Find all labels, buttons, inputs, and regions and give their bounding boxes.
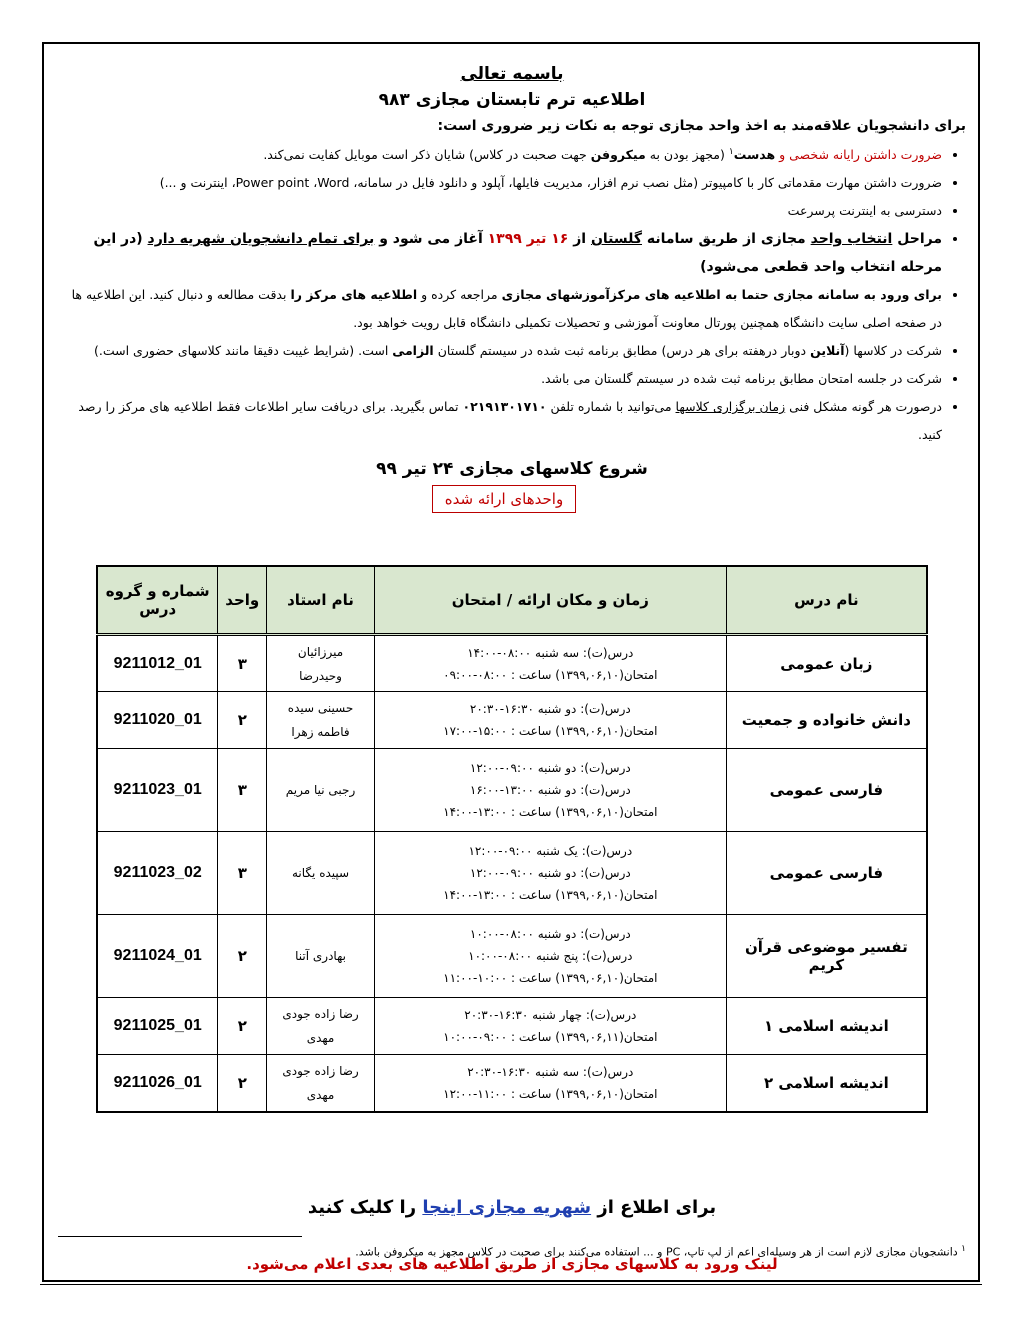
units-cell: ۲ xyxy=(218,1055,267,1112)
header-time: زمان و مکان ارائه / امتحان xyxy=(374,566,726,635)
course-name-cell: اندیشه اسلامی ۱ xyxy=(726,998,927,1055)
course-name-cell: فارسی عمومی xyxy=(726,832,927,915)
list-item: • برای ورود به سامانه مجازی حتما به اطلاعیه های مرکزآموزشهای مجازی مراجعه کرده و اطلاعیه های مرکز را بدقت مطالعه و دنبال کنید. این اطلاعیه ها در صفحه اصلی سایت دانشگاه همچنین پورتال معاونت آموزشی و تحصیلات تکمیلی دانشگاه قابل رویت خواهد بود. xyxy=(58,281,942,337)
page-border-shadow xyxy=(40,1284,982,1285)
units-cell: ۲ xyxy=(218,692,267,749)
table-row xyxy=(97,915,927,998)
schedule-cell: درس(ت): سه شنبه ۰۸:۰۰-۱۴:۰۰ امتحان(۱۳۹۹,۰۶,۱۰) ساعت : ۰۸:۰۰-۰۹:۰۰ xyxy=(374,635,726,692)
table-row xyxy=(97,749,927,832)
offered-units-label: واحدهای ارائه شده xyxy=(432,485,576,513)
class-link-note: لینک ورود به کلاسهای مجازی از طریق اطلاعیه های بعدی اعلام می‌شود. xyxy=(246,1255,778,1273)
course-code-cell: 9211025_01 xyxy=(97,998,218,1055)
header-prof: نام استاد xyxy=(267,566,375,635)
professor-cell: رجبی نیا مریم xyxy=(267,749,375,832)
list-item: • ضرورت داشتن رایانه شخصی و هدست$^۱$ (مجهز بودن به میکروفن جهت صحبت در کلاس) شایان ذکر است موبایل کفایت نمی‌کند. xyxy=(58,138,942,169)
course-name-cell: زبان عمومی xyxy=(726,635,927,692)
course-name-cell: دانش خانواده و جمعیت xyxy=(726,692,927,749)
units-cell: ۲ xyxy=(218,998,267,1055)
professor-cell: رضا زاده جودی مهدی xyxy=(267,998,375,1055)
table-row xyxy=(97,635,927,692)
professor-cell: بهادری آتنا xyxy=(267,915,375,998)
schedule-cell: درس(ت): سه شنبه ۱۶:۳۰-۲۰:۳۰ امتحان(۱۳۹۹,۰۶,۱۰) ساعت : ۱۱:۰۰-۱۲:۰۰ xyxy=(374,1055,726,1112)
course-code-cell: 9211023_02 xyxy=(97,832,218,915)
schedule-cell: درس(ت): دو شنبه ۰۹:۰۰-۱۲:۰۰ درس(ت): دو شنبه ۱۳:۰۰-۱۶:۰۰ امتحان(۱۳۹۹,۰۶,۱۰) ساعت : ۱۳:۰۰-۱۴:۰۰ xyxy=(374,749,726,832)
schedule-cell: درس(ت): دو شنبه ۱۶:۳۰-۲۰:۳۰ امتحان(۱۳۹۹,۰۶,۱۰) ساعت : ۱۵:۰۰-۱۷:۰۰ xyxy=(374,692,726,749)
classes-start-title: شروع کلاسهای مجازی ۲۴ تیر ۹۹ xyxy=(376,459,648,480)
course-name-cell: فارسی عمومی xyxy=(726,749,927,832)
professor-cell: میرزائیان وحیدرضا xyxy=(267,635,375,692)
list-item: • درصورت هر گونه مشکل فنی زمان برگزاری کلاسها می‌توانید با شماره تلفن ۰۲۱۹۱۳۰۱۷۱۰ تماس بگیرید. برای دریافت سایر اطلاعات فقط اطلاعیه های مرکز را رصد کنید. xyxy=(58,393,942,449)
schedule-cell: درس(ت): یک شنبه ۰۹:۰۰-۱۲:۰۰ درس(ت): دو شنبه ۰۹:۰۰-۱۲:۰۰ امتحان(۱۳۹۹,۰۶,۱۰) ساعت : ۱۳:۰۰-۱۴:۰۰ xyxy=(374,832,726,915)
course-name-cell: تفسیر موضوعی قرآن کریم xyxy=(726,915,927,998)
announcement-title: اطلاعیه ترم تابستان مجازی ۹۸۳ xyxy=(378,90,646,110)
table-header-row xyxy=(97,566,927,635)
professor-cell: سپیده یگانه xyxy=(267,832,375,915)
professor-cell: رضا زاده جودی مهدی xyxy=(267,1055,375,1112)
table-row xyxy=(97,1055,927,1112)
schedule-cell: درس(ت): چهار شنبه ۱۶:۳۰-۲۰:۳۰ امتحان(۱۳۹۹,۰۶,۱۱) ساعت : ۰۹:۰۰-۱۰:۰۰ xyxy=(374,998,726,1055)
table-row xyxy=(97,692,927,749)
table-row xyxy=(97,832,927,915)
header-unit: واحد xyxy=(218,566,267,635)
units-cell: ۳ xyxy=(218,749,267,832)
course-code-cell: 9211024_01 xyxy=(97,915,218,998)
footnote: $^۱$ دانشجویان مجازی لازم است از هر وسیله‌ای اعم از لپ تاپ، PC و ... استفاده می‌کنند برای صحبت در کلاس مجهز به میکروفن باشد. xyxy=(355,1244,966,1259)
requirements-list xyxy=(58,138,966,449)
units-cell: ۲ xyxy=(218,915,267,998)
list-item: • شرکت در جلسه امتحان مطابق برنامه ثبت شده در سیستم گلستان می باشد. xyxy=(58,365,942,393)
intro-text: برای دانشجویان علاقه‌مند به اخذ واحد مجازی توجه به نکات زیر ضروری است: xyxy=(437,118,966,134)
list-item: • شرکت در کلاسها (آنلاین دوبار درهفته برای هر درس) مطابق برنامه ثبت شده در سیستم گلستان الزامی است. (شرایط غیبت دقیقا مانند کلاسهای حضوری است.) xyxy=(58,337,942,365)
tuition-link-line: برای اطلاع از شهریه مجازی اینجا را کلیک کنید xyxy=(307,1197,717,1218)
table-row xyxy=(97,998,927,1055)
courses-table xyxy=(96,565,928,1113)
course-code-cell: 9211012_01 xyxy=(97,635,218,692)
units-cell: ۳ xyxy=(218,832,267,915)
units-cell: ۳ xyxy=(218,635,267,692)
course-code-cell: 9211023_01 xyxy=(97,749,218,832)
tuition-link[interactable]: شهریه مجازی اینجا xyxy=(422,1197,592,1218)
professor-cell: حسینی سیده فاطمه زهرا xyxy=(267,692,375,749)
course-code-cell: 9211020_01 xyxy=(97,692,218,749)
invocation-heading: باسمه تعالی xyxy=(460,64,564,84)
course-code-cell: 9211026_01 xyxy=(97,1055,218,1112)
header-code: شماره و گروه درس xyxy=(97,566,218,635)
list-item: • مراحل انتخاب واحد مجازی از طریق سامانه گلستان از ۱۶ تیر ۱۳۹۹ آغاز می شود و برای تمام دانشجویان شهریه دارد (در این مرحله انتخاب واحد قطعی می‌شود) xyxy=(58,225,942,281)
list-item: • دسترسی به اینترنت پرسرعت xyxy=(58,197,942,225)
footnote-separator xyxy=(58,1236,302,1237)
schedule-cell: درس(ت): دو شنبه ۰۸:۰۰-۱۰:۰۰ درس(ت): پنج شنبه ۰۸:۰۰-۱۰:۰۰ امتحان(۱۳۹۹,۰۶,۱۰) ساعت : ۱۰:۰۰-۱۱:۰۰ xyxy=(374,915,726,998)
list-item: • ضرورت داشتن مهارت مقدماتی کار با کامپیوتر (مثل نصب نرم افزار، مدیریت فایلها، آپلود و دانلود فایل در سامانه، Power point ،Word، اینترنت و ...) xyxy=(58,169,942,197)
course-name-cell: اندیشه اسلامی ۲ xyxy=(726,1055,927,1112)
header-course: نام درس xyxy=(726,566,927,635)
